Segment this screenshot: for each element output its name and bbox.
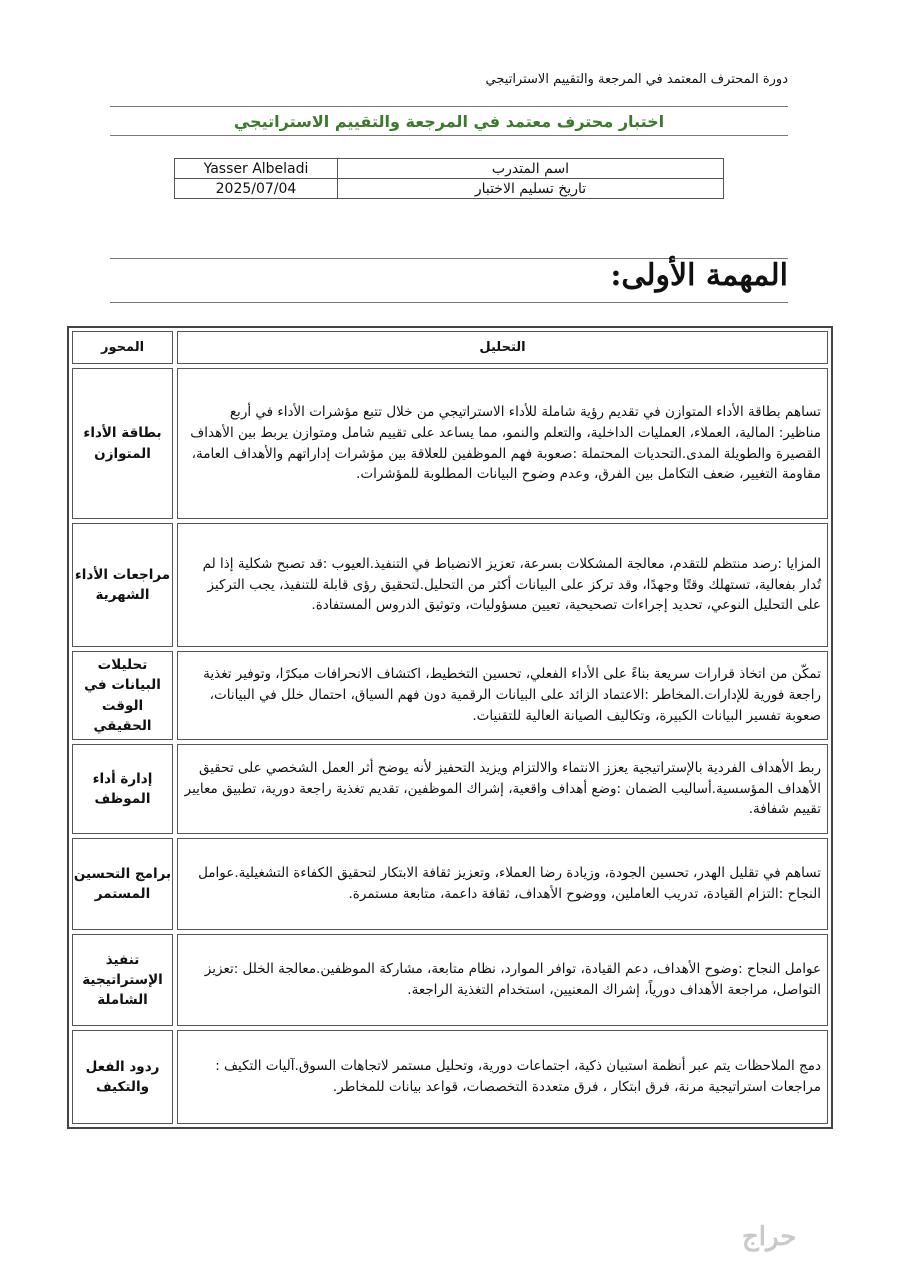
course-name: دورة المحترف المعتمد في المرجعة والتقييم الاستراتيجي — [485, 72, 788, 87]
analysis-text: عوامل النجاح :وضوح الأهداف، دعم القيادة، توافر الموارد، نظام متابعة، مشاركة الموظفين.معالجة الخلل :تعزيز التواصل، مراجعة الأهداف دورياً، إشراك المعنيين، استخدام التغذية الراجعة. — [204, 961, 821, 998]
column-header-axis: المحور — [72, 331, 173, 364]
trainee-name-value: Yasser Albeladi — [175, 159, 338, 179]
analysis-cell — [177, 1030, 828, 1124]
analysis-text: المزايا :رصد منتظم للتقدم، معالجة المشكلات بسرعة، تعزيز الانضباط في التنفيذ.العيوب :قد تصبح شكلية إذا لم تُدار بفعالية، تستهلك وقتًا وجهدًا، وقد تركز على البيانات أكثر من التحليل.لتحقيق رؤى قابلة للتنفيذ، يجب التركيز على التحليل النوعي، تحديد إجراءات تصحيحية، تعيين مسؤوليات، وتوثيق الدروس المستفادة. — [202, 555, 821, 614]
task-title: المهمة الأولى: — [610, 258, 788, 293]
exam-title: اختبار محترف معتمد في المرجعة والتقييم الاستراتيجي — [233, 112, 665, 131]
axis-cell: إدارة أداء الموظف — [72, 744, 173, 834]
analysis-text: تساهم بطاقة الأداء المتوازن في تقديم رؤية شاملة للأداء الاستراتيجي من خلال تتبع مؤشرات الأداء في أربع مناظير: المالية، العملاء، العمليات الداخلية، والتعلم والنمو، مما يساعد على تقييم شامل ومتوازن يربط بين الأهداف القصيرة والطويلة المدى.التحديات المحتملة :صعوبة فهم الموظفين للعلاقة بين مؤشرات إداراتهم والأهداف العامة، مقاومة التغيير، ضعف التكامل بين الفرق، وعدم وضوح البيانات المطلوبة للمؤشرات. — [190, 403, 821, 483]
trainee-name-label: اسم المتدرب — [338, 159, 724, 179]
date-row — [175, 179, 724, 199]
axis-cell: مراجعات الأداء الشهرية — [72, 523, 173, 647]
axis-cell: تحليلات البيانات في الوقت الحقيقي — [72, 651, 173, 740]
axis-cell: برامج التحسين المستمر — [72, 838, 173, 930]
submission-date-label: تاريخ تسليم الاختبار — [338, 179, 724, 199]
submission-date-value: 2025/07/04 — [175, 179, 338, 199]
analysis-table — [67, 326, 833, 1129]
analysis-cell — [177, 934, 828, 1026]
analysis-cell — [177, 651, 828, 740]
axis-cell: ردود الفعل والتكيف — [72, 1030, 173, 1124]
axis-cell: تنفيذ الإستراتيجية الشاملة — [72, 934, 173, 1026]
axis-cell: بطاقة الأداء المتوازن — [72, 368, 173, 519]
watermark-logo: حراج — [742, 1222, 797, 1252]
trainee-info-table — [174, 158, 724, 199]
analysis-text: ربط الأهداف الفردية بالإستراتيجية يعزز الانتماء والالتزام ويزيد التحفيز لأنه يوضح أثر العمل الشخصي على تحقيق الأهداف المؤسسية.أساليب الضمان :وضع أهداف واقعية، إشراك الموظفين، تقديم تغذية راجعة دورية، تطبيق معايير تقييم شفافة. — [184, 759, 821, 818]
analysis-text: تساهم في تقليل الهدر، تحسين الجودة، وزيادة رضا العملاء، وتعزيز ثقافة الابتكار لتحقيق الكفاءة التشغيلية.عوامل النجاح :التزام القيادة، تدريب العاملين، ووضوح الأهداف، ثقافة داعمة، متابعة مستمرة. — [198, 865, 821, 902]
analysis-cell — [177, 838, 828, 930]
trainee-row — [175, 159, 724, 179]
column-header-analysis: التحليل — [177, 331, 828, 364]
analysis-cell — [177, 368, 828, 519]
divider — [110, 302, 788, 303]
analysis-text: تمكّن من اتخاذ قرارات سريعة بناءً على الأداء الفعلي، تحسين التخطيط، اكتشاف الانحرافات مبكرًا، وتوفير تغذية راجعة فورية للإدارات.المخاطر :الاعتماد الزائد على البيانات الرقمية دون فهم السياق، احتمال خلل في البيانات، صعوبة تفسير البيانات الكبيرة، وتكاليف الصيانة العالية للتقنيات. — [203, 666, 821, 724]
analysis-cell — [177, 523, 828, 647]
analysis-text: دمج الملاحظات يتم عبر أنظمة استبيان ذكية، اجتماعات دورية، وتحليل مستمر لاتجاهات السوق.آليات التكيف : مراجعات استراتيجية مرنة، فرق ابتكار ، فرق متعددة التخصصات، قواعد بيانات للمخاطر. — [215, 1058, 821, 1095]
analysis-cell — [177, 744, 828, 834]
divider — [110, 106, 788, 107]
divider — [110, 135, 788, 136]
